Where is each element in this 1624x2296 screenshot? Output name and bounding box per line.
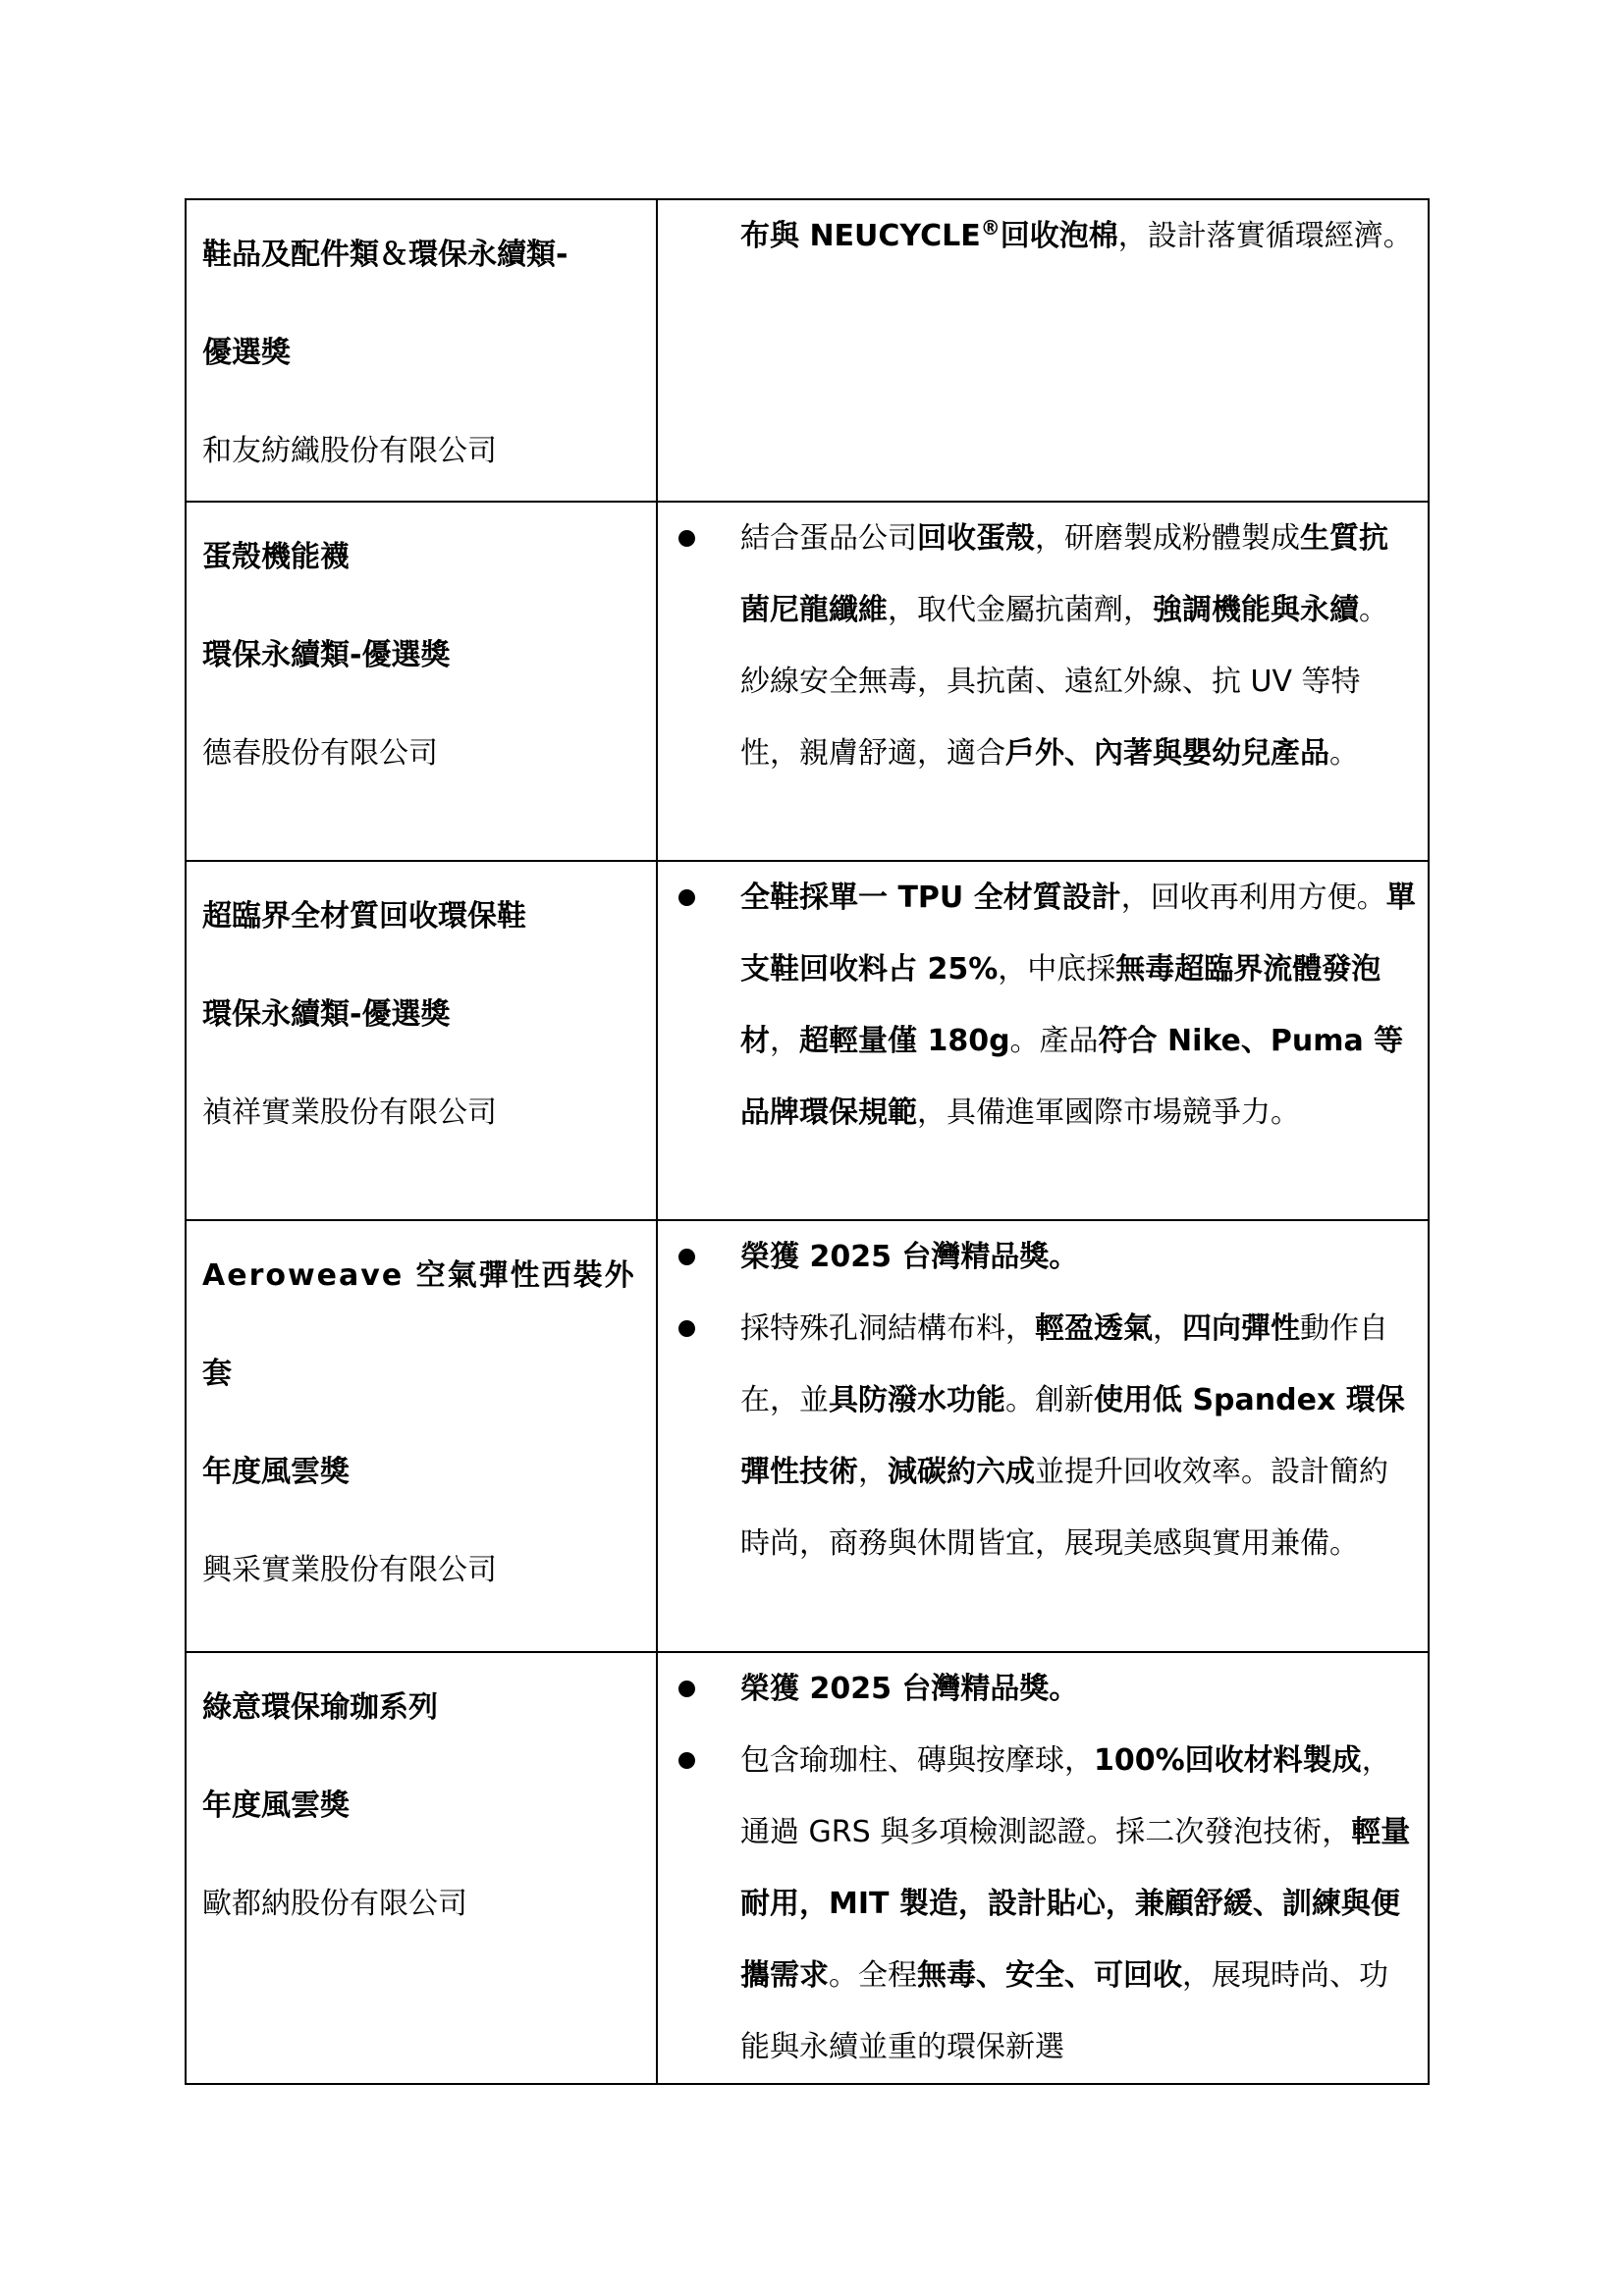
description-text: 無毒超臨界流體發泡材 [740,952,1381,1058]
description-text: ，中底採 [998,952,1116,987]
description-text: ，通過 GRS 與多項檢測認證。採二次發泡技術， [740,1743,1391,1849]
description-text: ，具備進軍國際市場競爭力。 [917,1095,1300,1130]
description-text: 戶外、內著與嬰幼兒產品 [1005,736,1329,771]
description-text: 回收泡棉 [1000,219,1118,253]
list-item [658,1725,1428,2083]
description-text: 全鞋採單一 TPU 全材質設計 [740,881,1121,915]
award-info-cell [186,861,657,1220]
award-description-cell [657,861,1429,1220]
award-description-cell [657,1652,1429,2084]
award-category: 年度風雲獎 [202,1455,350,1489]
product-name: Aeroweave 空氣彈性西裝外套 [202,1258,636,1391]
description-text: 。紗線安全無毒，具抗菌、遠紅外線、抗 UV 等特性，親膚舒適，適合 [740,593,1388,771]
table-row [186,1220,1429,1652]
description-text: ，回收再利用方便。 [1120,881,1386,915]
bullet-dot-icon [678,530,695,547]
description-text: 具防潑水功能 [829,1383,1005,1417]
table-row [186,1652,1429,2084]
description-text: 輕量耐用，MIT 製造，設計貼心，兼顧舒緩、訓練與便攜需求 [740,1815,1411,1993]
list-item [658,1221,1428,1293]
bullet-dot-icon [678,1249,695,1265]
description-text: 包含瑜珈柱、磚與按摩球， [740,1743,1094,1778]
product-name: 綠意環保瑜珈系列 [202,1690,438,1725]
description-text: ，研磨製成粉體製成 [1035,521,1300,556]
company-name: 興采實業股份有限公司 [202,1553,497,1587]
description-text: 使用低 Spandex 環保彈性技術 [740,1383,1405,1489]
award-info-cell [186,1220,657,1652]
description-list [658,862,1428,1148]
description-text: 。創新 [1005,1383,1094,1417]
company-name: 歐都納股份有限公司 [202,1887,467,1921]
list-item [658,1293,1428,1579]
description-text: 超輕量僅 180g [799,1024,1010,1058]
description-text: 無毒、安全、可回收 [917,1958,1182,1993]
table-row [186,502,1429,861]
list-item [658,1653,1428,1725]
description-text: 100%回收材料製成 [1094,1743,1362,1778]
award-category: 優選獎 [202,336,291,370]
award-info-cell [186,1652,657,2084]
description-text: 減碳約六成 [888,1455,1035,1489]
award-description-cell [657,502,1429,861]
description-text: 。 [1329,736,1359,771]
description-text: ， [1153,1311,1182,1346]
award-info-cell [186,199,657,502]
award-table [185,198,1430,2085]
award-description-cell [657,1220,1429,1652]
description-text: 四向彈性 [1182,1311,1300,1346]
description-text: 榮獲 2025 台灣精品獎。 [740,1672,1079,1706]
award-category: 年度風雲獎 [202,1789,350,1823]
description-text: 採特殊孔洞結構布料， [740,1311,1035,1346]
description-text: 生質抗菌尼龍纖維 [740,521,1388,627]
table-row [186,199,1429,502]
registered-mark: ® [980,216,1001,240]
description-text: ，取代金屬抗菌劑， [888,593,1153,627]
description-list [658,1653,1428,2083]
description-text: 強調機能與永續 [1153,593,1359,627]
description-text: ， [770,1024,799,1058]
company-name: 禎祥實業股份有限公司 [202,1095,497,1130]
product-name: 鞋品及配件類＆環保永續類- [202,238,568,272]
description-text: 符合 Nike、Puma 等品牌環保規範 [740,1024,1404,1130]
award-category: 環保永續類-優選獎 [202,997,451,1032]
table-row [186,861,1429,1220]
description-text: 回收蛋殼 [917,521,1035,556]
description-text: 動作自在，並 [740,1311,1388,1417]
list-item [658,200,1428,272]
description-text: 。全程 [829,1958,917,1993]
bullet-dot-icon [678,1681,695,1697]
description-text: 布與 NEUCYCLE [740,219,981,253]
bullet-dot-icon [678,1752,695,1769]
bullet-dot-icon [678,889,695,906]
description-text: 並提升回收效率。設計簡約時尚，商務與休閒皆宜，展現美感與實用兼備。 [740,1455,1388,1561]
award-description-cell [657,199,1429,502]
description-text: ，展現時尚、功能與永續並重的環保新選 [740,1958,1388,2064]
award-category: 環保永續類-優選獎 [202,638,451,672]
description-list [658,200,1428,272]
product-name: 超臨界全材質回收環保鞋 [202,899,526,934]
table-body [186,199,1429,2084]
description-text: 。產品 [1009,1024,1099,1058]
bullet-dot-icon [678,1320,695,1337]
company-name: 和友紡織股份有限公司 [202,434,497,468]
description-text: ， [858,1455,888,1489]
list-item [658,503,1428,789]
description-text: 輕盈透氣 [1035,1311,1153,1346]
description-list [658,503,1428,789]
description-list [658,1221,1428,1579]
description-text: ，設計落實循環經濟。 [1117,219,1413,253]
product-name: 蛋殼機能襪 [202,540,350,574]
list-item [658,862,1428,1148]
description-text: 榮獲 2025 台灣精品獎。 [740,1240,1079,1274]
description-text: 結合蛋品公司 [740,521,917,556]
company-name: 德春股份有限公司 [202,736,438,771]
award-info-cell [186,502,657,861]
description-text: 單支鞋回收料占 25% [740,881,1416,987]
